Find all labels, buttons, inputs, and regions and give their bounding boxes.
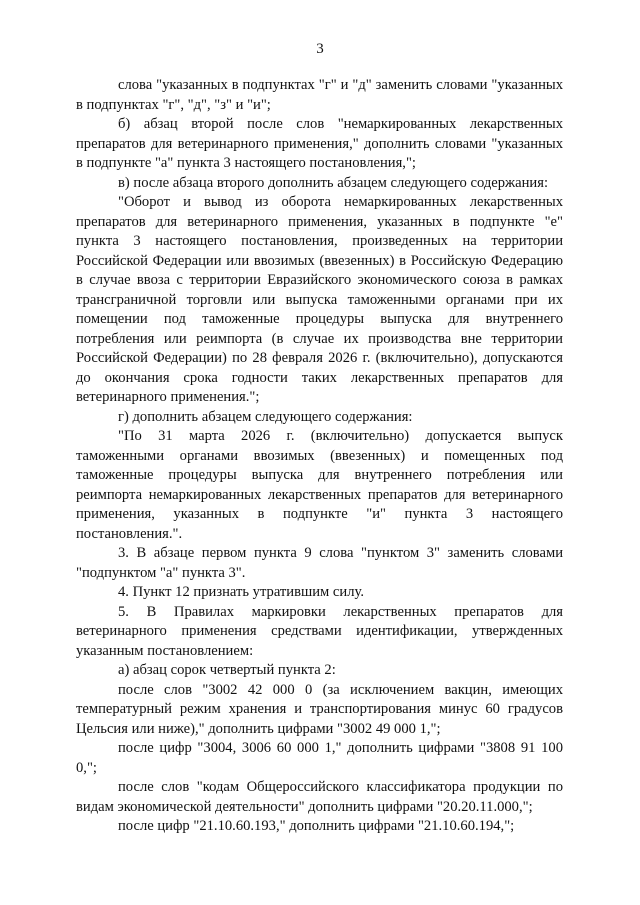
page-number: 3 [316,41,324,57]
paragraph-11: после слов "3002 42 000 0 (за исключением вакцин, имеющих температурный режим хранения и транспортирования минус 60 градусов Цельсия или ниже)," дополнить цифрами "3002 49 000 1,"; [76,681,563,737]
paragraph-4: "Оборот и вывод из оборота немаркированных лекарственных препаратов для ветеринарного применения, указанных в подпункте "е" пункта 3 настоящего постановления, произведенных на территории Российской Федерации или ввозимых (ввезенных) в Российскую Федерацию в случае ввоза с территории Евразийского экономического союза в рамках трансграничной торговли или выпуска таможенными органами при их помещении под таможенные процедуры выпуска для внутреннего потребления или реимпорта (в случае их производства вне территории Российской Федерации) по 28 февраля 2026 г. (включительно), допускаются до окончания срока годности таких лекарственных препаратов для ветеринарного применения."; [76,194,563,405]
document-body [76,76,563,837]
paragraph-14: после цифр "21.10.60.193," дополнить цифрами "21.10.60.194,"; [118,818,515,834]
paragraph-13: после слов "кодам Общероссийского классификатора продукции по видам экономической деятельности" дополнить цифрами "20.20.11.000,"; [76,779,563,815]
paragraph-10: а) абзац сорок четвертый пункта 2: [118,662,336,678]
paragraph-1: слова "указанных в подпунктах "г" и "д" заменить словами "указанных в подпунктах "г", "д", "з" и "и"; [76,77,563,113]
paragraph-5: г) дополнить абзацем следующего содержания: [118,408,413,425]
paragraph-8: 4. Пункт 12 признать утратившим силу. [118,584,364,600]
paragraph-9: 5. В Правилах маркировки лекарственных препаратов для ветеринарного применения средствами идентификации, утвержденных указанным постановлением: [76,603,563,659]
paragraph-6: "По 31 марта 2026 г. (включительно) допускается выпуск таможенными органами ввозимых (ввезенных) и помещенных под таможенные процедуры выпуска для внутреннего потребления или реимпорта немаркированных лекарственных препаратов для ветеринарного применения, указанных в подпункте "и" пункта 3 настоящего постановления.". [76,428,563,542]
paragraph-2: б) абзац второй после слов "немаркированных лекарственных препаратов для ветеринарного применения," дополнить словами "указанных в подпункте "а" пункта 3 настоящего постановления,"; [76,116,563,171]
paragraph-3: в) после абзаца второго дополнить абзацем следующего содержания: [118,174,548,191]
paragraph-7: 3. В абзаце первом пункта 9 слова "пунктом 3" заменить словами "подпунктом "а" пункта 3". [76,545,563,581]
paragraph-12: после цифр "3004, 3006 60 000 1," дополнить цифрами "3808 91 100 0,"; [76,740,563,776]
